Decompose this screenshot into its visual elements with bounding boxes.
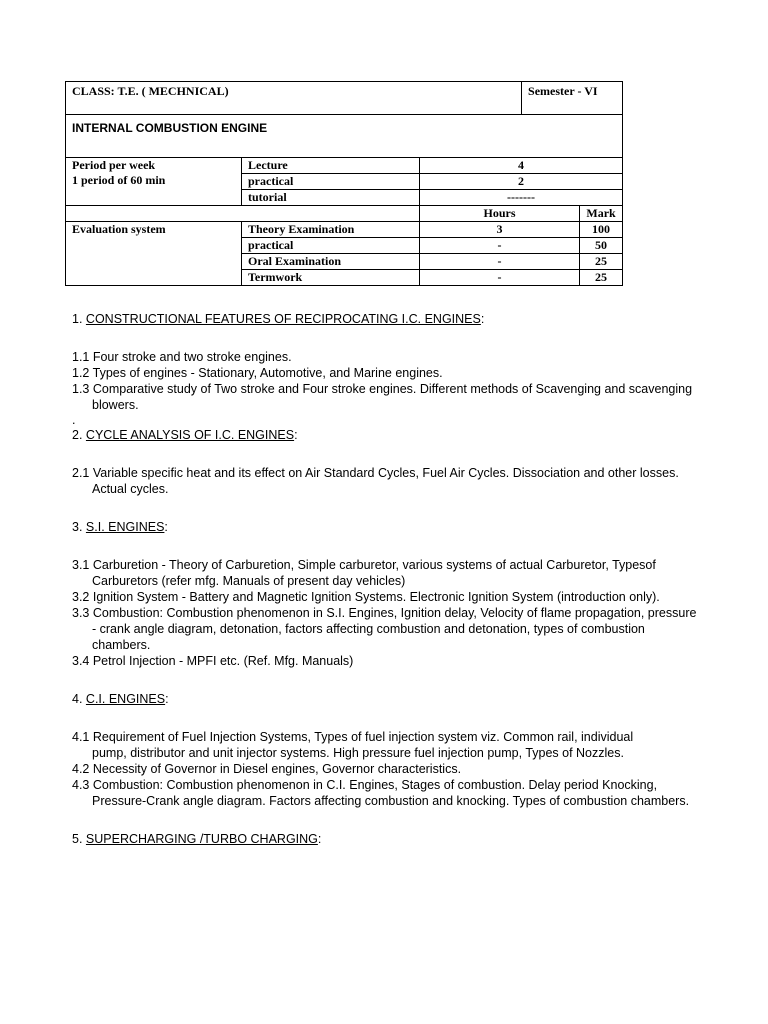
- section-heading: 5. SUPERCHARGING /TURBO CHARGING:: [72, 832, 322, 846]
- tutorial-value: -------: [420, 190, 623, 206]
- list-item: 1.3 Comparative study of Two stroke and Four stroke engines. Different methods of Scavenging and scavenging blowers.: [72, 382, 693, 412]
- course-info-table: [65, 81, 623, 286]
- eval-row-label: Oral Examination: [242, 254, 420, 270]
- section-heading: 3. S.I. ENGINES:: [72, 520, 168, 534]
- eval-row-hours: 3: [420, 222, 580, 238]
- list-item: pump, distributor and unit injector systems. High pressure fuel injection pump, Types of Nozzles.: [92, 746, 624, 760]
- hours-header: Hours: [420, 206, 580, 222]
- list-item: 4.1 Requirement of Fuel Injection Systems, Types of fuel injection system viz. Common rail, individual: [72, 730, 634, 744]
- eval-row-label: Theory Examination: [242, 222, 420, 238]
- eval-row-mark: 50: [580, 238, 623, 254]
- mark-header: Mark: [580, 206, 623, 222]
- blank-cell: [66, 206, 420, 222]
- class-cell: CLASS: T.E. ( MECHNICAL): [66, 82, 522, 115]
- practical-value: 2: [420, 174, 623, 190]
- tutorial-label: tutorial: [242, 190, 420, 206]
- eval-row-hours: -: [420, 254, 580, 270]
- section-heading: 2. CYCLE ANALYSIS OF I.C. ENGINES:: [72, 428, 298, 442]
- list-item: 4.3 Combustion: Combustion phenomenon in C.I. Engines, Stages of combustion. Delay period Knocking, Pressure-Crank angle diagram. Factors affecting combustion and knocking. Types of combustion chambers.: [72, 778, 690, 808]
- syllabus-content: [72, 311, 700, 847]
- eval-row-hours: -: [420, 270, 580, 286]
- list-item: 3.3 Combustion: Combustion phenomenon in S.I. Engines, Ignition delay, Velocity of flame propagation, pressure - crank angle diagram, detonation, factors affecting combustion and detonation, types of combustion chambers.: [72, 606, 697, 652]
- period-duration: 1 period of 60 min: [72, 173, 166, 187]
- list-item: 3.2 Ignition System - Battery and Magnetic Ignition Systems. Electronic Ignition System (introduction only).: [72, 590, 660, 604]
- eval-row-label: practical: [242, 238, 420, 254]
- stray-dot: .: [72, 413, 76, 427]
- lecture-label: Lecture: [242, 158, 420, 174]
- lecture-value: 4: [420, 158, 623, 174]
- list-item: 2.1 Variable specific heat and its effect on Air Standard Cycles, Fuel Air Cycles. Dissociation and other losses. Actual cycles.: [72, 466, 679, 496]
- course-title: INTERNAL COMBUSTION ENGINE: [66, 115, 623, 158]
- practical-label: practical: [242, 174, 420, 190]
- eval-row-mark: 100: [580, 222, 623, 238]
- eval-row-label: Termwork: [242, 270, 420, 286]
- section-heading: 4. C.I. ENGINES:: [72, 692, 169, 706]
- list-item: 4.2 Necessity of Governor in Diesel engines, Governor characteristics.: [72, 762, 462, 776]
- eval-row-mark: 25: [580, 254, 623, 270]
- list-item: 3.1 Carburetion - Theory of Carburetion, Simple carburetor, various systems of actual Carburetor, Typesof Carburetors (refer mfg. Manuals of present day vehicles): [72, 558, 656, 588]
- list-item: 1.2 Types of engines - Stationary, Automotive, and Marine engines.: [72, 366, 443, 380]
- evaluation-system-label: Evaluation system: [66, 222, 242, 286]
- period-per-week: Period per week: [72, 158, 156, 172]
- list-item: 3.4 Petrol Injection - MPFI etc. (Ref. Mfg. Manuals): [72, 654, 354, 668]
- list-item: 1.1 Four stroke and two stroke engines.: [72, 350, 292, 364]
- section-heading: 1. CONSTRUCTIONAL FEATURES OF RECIPROCATING I.C. ENGINES:: [72, 312, 485, 326]
- semester-cell: Semester - VI: [522, 82, 623, 115]
- eval-row-mark: 25: [580, 270, 623, 286]
- eval-row-hours: -: [420, 238, 580, 254]
- period-cell: [66, 158, 242, 206]
